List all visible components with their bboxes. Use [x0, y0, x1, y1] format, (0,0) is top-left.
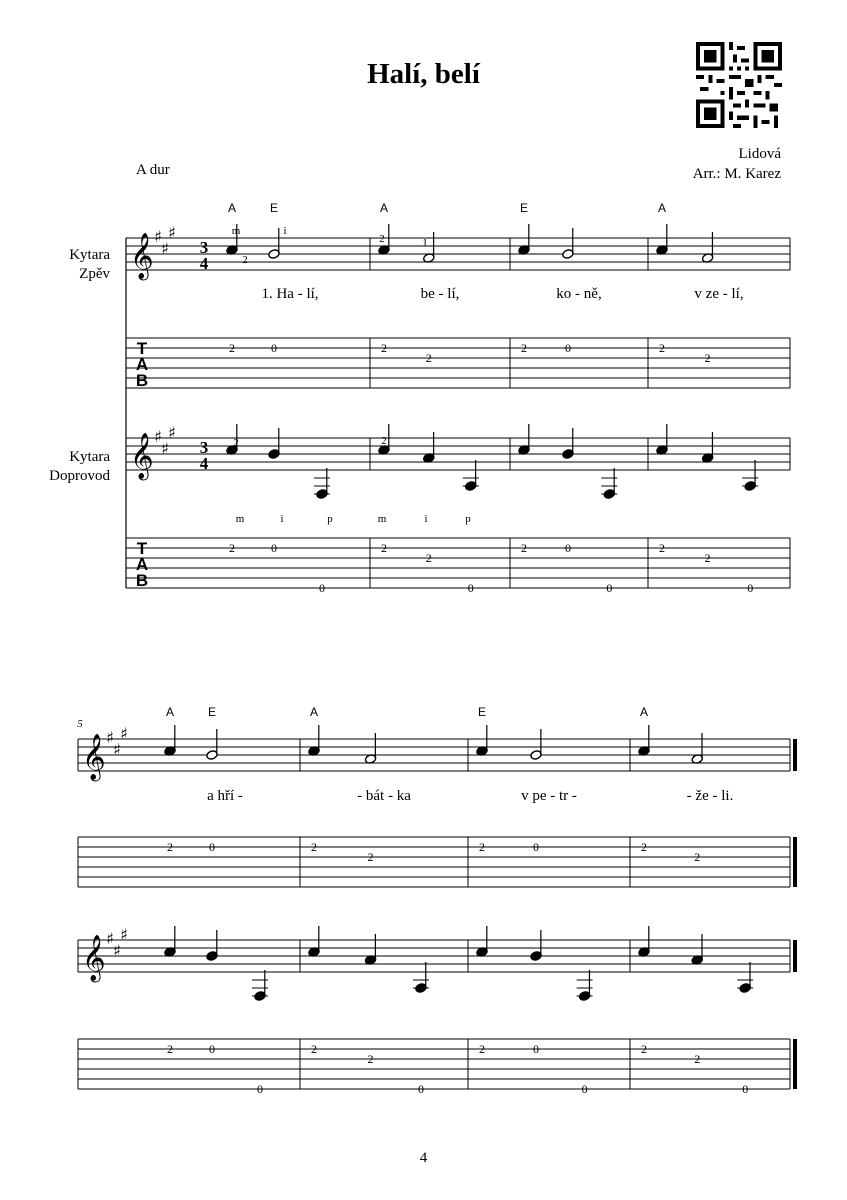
- accomp-tab-fret: 2: [167, 1042, 173, 1056]
- sharp-sign: ♯: [120, 925, 128, 944]
- right-hand-finger: p: [465, 513, 471, 525]
- right-hand-finger: i: [283, 225, 287, 237]
- lyric-text: be - lí,: [420, 286, 460, 302]
- accomp-tab-fret: 0: [467, 581, 474, 595]
- sharp-sign: ♯: [154, 427, 162, 446]
- accomp-tab-fret: 0: [271, 541, 277, 555]
- accomp-tab-fret: 2: [704, 551, 711, 565]
- lyric-text: - bát - ka: [357, 788, 411, 804]
- sharp-sign: ♯: [106, 728, 114, 747]
- sharp-sign: ♯: [154, 227, 162, 246]
- accomp-tab-fret: 0: [747, 581, 754, 595]
- time-signature-top: 3: [199, 238, 209, 257]
- melody-tab-fret: 0: [564, 341, 571, 355]
- accomp-tab-fret: 2: [367, 1052, 374, 1066]
- lyric-text: ko - ně,: [556, 286, 602, 302]
- treble-clef: 𝄞: [82, 734, 106, 780]
- melody-tab-fret: 2: [167, 840, 173, 854]
- accomp-tab-fret: 0: [257, 1082, 263, 1096]
- accomp-tab-fret: 0: [742, 1082, 749, 1096]
- left-hand-finger: 2: [381, 435, 387, 447]
- melody-tab-fret: 2: [704, 351, 711, 365]
- right-hand-finger: m: [235, 513, 245, 525]
- accomp-tab-fret: 2: [641, 1042, 647, 1056]
- accomp-tab-fret: 0: [417, 1082, 424, 1096]
- tab-clef-letter: A: [135, 555, 149, 574]
- chord-symbol: A: [379, 201, 389, 215]
- melody-tab-fret: 2: [229, 341, 235, 355]
- melody-tab-fret: 0: [209, 840, 215, 854]
- melody-tab-fret: 2: [479, 840, 485, 854]
- final-barline: [793, 837, 797, 887]
- accomp-tab-fret: 2: [425, 551, 432, 565]
- accomp-tab-fret: 2: [694, 1052, 701, 1066]
- measure-number: 5: [77, 718, 83, 730]
- accomp-tab-fret: 2: [229, 541, 235, 555]
- sharp-sign: ♯: [161, 439, 169, 458]
- sharp-sign: ♯: [106, 929, 114, 948]
- accomp-tab-fret: 0: [209, 1042, 215, 1056]
- accomp-tab-fret: 2: [311, 1042, 317, 1056]
- chord-symbol: A: [639, 705, 649, 719]
- treble-clef: 𝄞: [130, 233, 154, 279]
- lyric-text: a hří -: [207, 788, 243, 804]
- melody-tab-fret: 2: [381, 341, 387, 355]
- accomp-tab-fret: 0: [533, 1042, 540, 1056]
- accomp-tab-fret: 2: [479, 1042, 485, 1056]
- key-signature-label: A dur: [136, 162, 170, 178]
- accomp-tab-fret: 2: [381, 541, 387, 555]
- instrument-label-accompaniment: Kytara Doprovod: [49, 449, 110, 484]
- melody-tab-fret: 2: [521, 341, 527, 355]
- final-barline: [793, 940, 797, 972]
- tab-clef-letter: B: [135, 571, 149, 590]
- sharp-sign: ♯: [168, 423, 176, 442]
- instrument-label-melody: Kytara Zpěv: [69, 247, 110, 282]
- right-hand-finger: m: [377, 513, 387, 525]
- accomp-tab-fret: 2: [521, 541, 527, 555]
- right-hand-finger: i: [280, 513, 284, 525]
- treble-clef: 𝄞: [130, 433, 154, 479]
- melody-tab-fret: 0: [533, 840, 540, 854]
- accomp-tab-fret: 0: [606, 581, 613, 595]
- sharp-sign: ♯: [168, 223, 176, 242]
- accomp-tab-fret: 0: [581, 1082, 588, 1096]
- left-hand-finger: 1: [422, 237, 428, 249]
- melody-tab-fret: 2: [367, 850, 374, 864]
- chord-symbol: E: [519, 201, 529, 215]
- chord-symbol: E: [477, 705, 487, 719]
- chord-symbol: A: [227, 201, 237, 215]
- sharp-sign: ♯: [113, 941, 121, 960]
- right-hand-finger: p: [327, 513, 333, 525]
- sharp-sign: ♯: [113, 740, 121, 759]
- treble-clef: 𝄞: [82, 935, 106, 981]
- final-barline: [793, 739, 797, 771]
- time-signature-bottom: 4: [199, 454, 209, 473]
- left-hand-finger: 2: [242, 254, 248, 266]
- melody-tab-fret: 0: [271, 341, 277, 355]
- time-signature-bottom: 4: [199, 254, 209, 273]
- chord-symbol: A: [657, 201, 667, 215]
- lyric-text: - že - li.: [686, 788, 734, 804]
- arranger: Arr.: M. Karez: [692, 166, 781, 182]
- accomp-tab-fret: 0: [319, 581, 325, 595]
- melody-tab-fret: 2: [659, 341, 665, 355]
- right-hand-finger: i: [424, 513, 428, 525]
- melody-tab-fret: 2: [641, 840, 647, 854]
- final-barline: [793, 1039, 797, 1089]
- chord-symbol: E: [269, 201, 279, 215]
- lyric-text: v ze - lí,: [694, 286, 744, 302]
- lyric-text: 1. Ha - lí,: [261, 286, 319, 302]
- time-signature-top: 3: [199, 438, 209, 457]
- page-number: 4: [419, 1150, 428, 1166]
- sharp-sign: ♯: [161, 239, 169, 258]
- chord-symbol: E: [207, 705, 217, 719]
- lyric-text: v pe - tr -: [521, 788, 577, 804]
- tab-clef-letter: T: [136, 539, 148, 558]
- composer: Lidová: [738, 146, 781, 162]
- tab-clef-letter: B: [135, 371, 149, 390]
- tab-clef-letter: A: [135, 355, 149, 374]
- chord-symbol: A: [309, 705, 319, 719]
- melody-tab-fret: 2: [311, 840, 317, 854]
- left-hand-finger: 2: [233, 437, 239, 449]
- accomp-tab-fret: 2: [659, 541, 665, 555]
- accomp-tab-fret: 0: [564, 541, 571, 555]
- tab-clef-letter: T: [136, 339, 148, 358]
- sharp-sign: ♯: [120, 724, 128, 743]
- chord-symbol: A: [165, 705, 175, 719]
- right-hand-finger: m: [231, 225, 241, 237]
- song-title: Halí, belí: [367, 58, 480, 90]
- melody-tab-fret: 2: [694, 850, 701, 864]
- left-hand-finger: 2: [379, 233, 385, 245]
- melody-tab-fret: 2: [425, 351, 432, 365]
